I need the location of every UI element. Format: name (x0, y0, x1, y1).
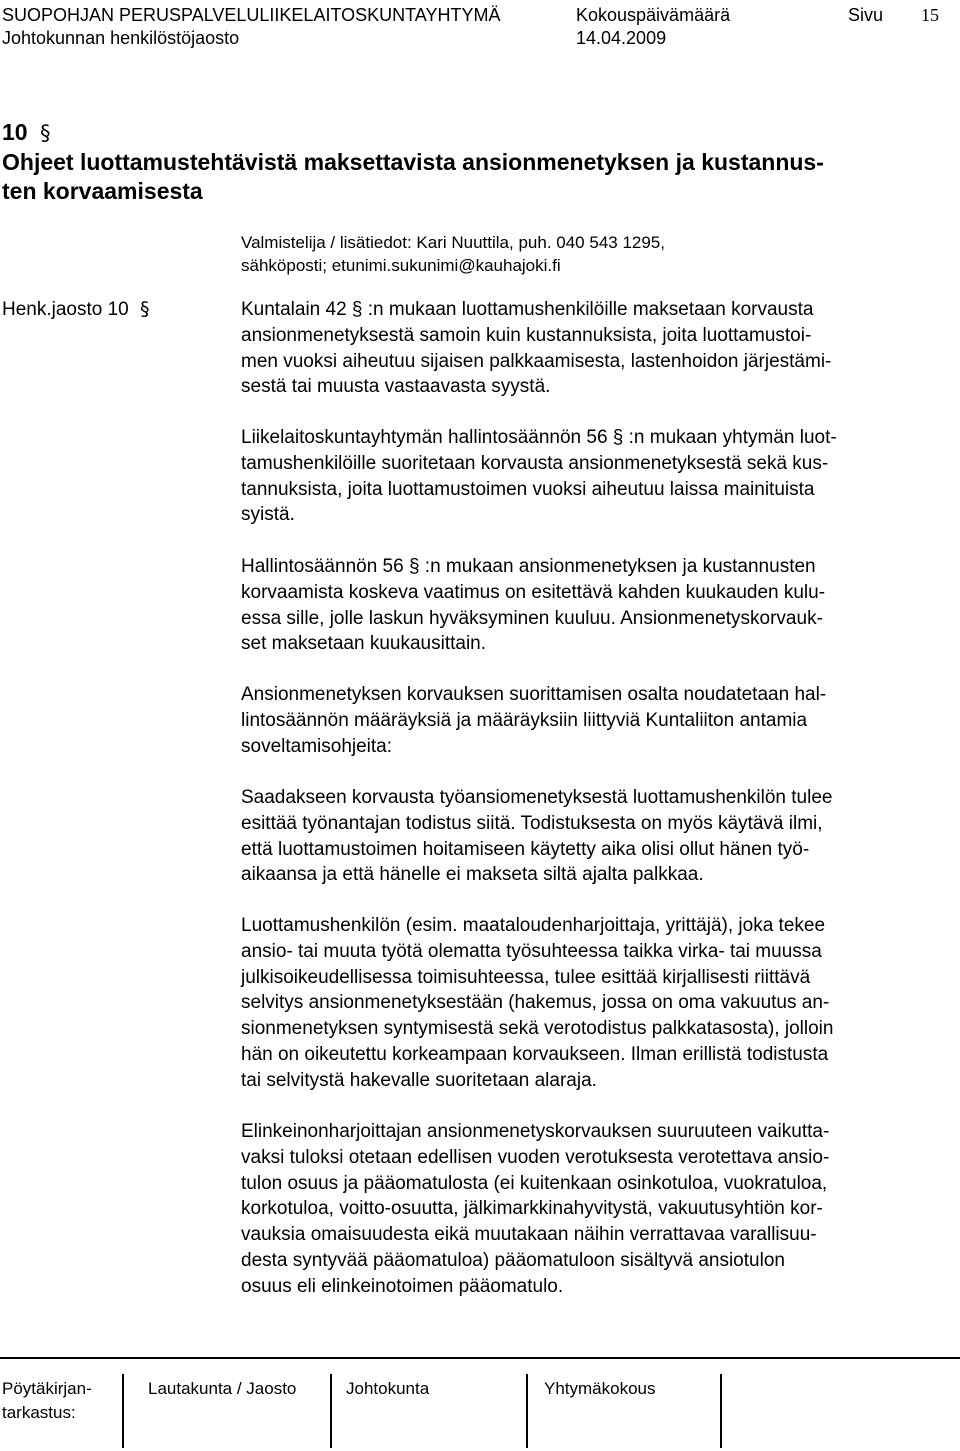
paragraph-line: essa sille, jolle laskun hyväksyminen kuuluu. Ansionmenetyskorvauk- (241, 607, 823, 629)
paragraph-6 (241, 913, 953, 1094)
paragraph-line: ansio- tai muuta työtä olematta työsuhteessa taikka virka- tai muussa (241, 940, 822, 962)
footer-review-label (2, 1377, 92, 1425)
paragraph-line: tamushenkilöille suoritetaan korvausta ansionmenetyksestä sekä kus- (241, 452, 829, 474)
paragraph-line: soveltamisohjeita: (241, 735, 393, 757)
paragraph-line: sionmenetyksen syntymisestä sekä verotodistus palkkatasosta), jolloin (241, 1018, 834, 1040)
paragraph-line: osuus eli elinkeinotoimen pääomatulo. (241, 1275, 564, 1297)
item-number: 10 (2, 119, 28, 145)
paragraph-line: vaksi tuloksi otetaan edellisen vuoden verotuksesta verotettava ansio- (241, 1146, 830, 1168)
paragraph-line: tai selvitystä hakevalle suoritetaan alaraja. (241, 1069, 597, 1091)
preparer-line: sähköposti; etunimi.sukunimi@kauhajoki.fi (241, 256, 561, 275)
header-date-label: Kokouspäivämäärä (576, 5, 731, 25)
reference-section-sign: § (140, 298, 150, 320)
paragraph-line: desta syntyvää pääomatuloa) pääomatuloon sisältyvä ansiotulon (241, 1249, 785, 1271)
paragraph-line: esittää työnantajan todistus siitä. Todistuksesta on myös käytävä ilmi, (241, 812, 823, 834)
footer-review-line: Pöytäkirjan- (2, 1379, 92, 1398)
footer-column-divider (122, 1374, 124, 1448)
paragraph-line: aikaansa ja että hänelle ei makseta siltä ajalta palkkaa. (241, 864, 704, 886)
paragraph-line: hän on oikeutettu korkeampaan korvaukseen. Ilman erillistä todistusta (241, 1043, 829, 1065)
paragraph-line: julkisoikeudellisessa toimisuhteessa, tulee esittää kirjallisesti riittävä (241, 966, 811, 988)
paragraph-line: ansionmenetyksestä samoin kuin kustannuksista, joita luottamustoi- (241, 324, 812, 346)
paragraph-line: syistä. (241, 504, 295, 526)
item-heading (2, 119, 50, 146)
item-title-line: ten korvaamisesta (2, 178, 203, 204)
paragraph-line: lintosäännön määräyksiä ja määräyksiin liittyviä Kuntaliiton antamia (241, 709, 808, 731)
paragraph-line: korvaamista koskeva vaatimus on esitettävä kahden kuukauden kulu- (241, 581, 826, 603)
reference-label (2, 298, 150, 321)
footer-column-divider (720, 1374, 722, 1448)
paragraph-line: vauksia omaisuudesta eikä muutakaan näihin verrattavaa varallisuu- (241, 1224, 817, 1246)
paragraph-line: Hallintosäännön 56 § :n mukaan ansionmenetyksen ja kustannusten (241, 556, 816, 577)
item-title (2, 148, 824, 206)
paragraph-line: Elinkeinonharjoittajan ansionmenetyskorvauksen suuruuteen vaikutta- (241, 1121, 830, 1142)
paragraph-line: set maksetaan kuukausittain. (241, 633, 487, 655)
paragraph-2 (241, 425, 953, 528)
paragraph-line: tannuksista, joita luottamustoimen vuoksi aiheutuu laissa mainituista (241, 478, 815, 500)
preparer-line: Valmistelija / lisätiedot: Kari Nuuttila, puh. 040 543 1295, (241, 233, 665, 252)
header-date-value: 14.04.2009 (576, 28, 667, 48)
paragraph-5 (241, 785, 953, 888)
paragraph-line: tulon osuus ja pääomatulosta (ei kuitenkaan osinkotuloa, vuokratuloa, (241, 1172, 828, 1194)
paragraph-line: sestä tai muusta vastaavasta syystä. (241, 376, 551, 398)
footer-divider (0, 1357, 960, 1359)
header-page-label: Sivu (848, 5, 884, 25)
paragraph-line: Saadakseen korvausta työansiomenetyksestä luottamushenkilön tulee (241, 787, 833, 808)
header-page-number: 15 (921, 5, 939, 25)
paragraph-4 (241, 682, 953, 759)
footer-review-line: tarkastus: (2, 1403, 76, 1422)
paragraph-7 (241, 1119, 953, 1300)
paragraph-line: men vuoksi aiheutuu sijaisen palkkaamisesta, lastenhoidon järjestämi- (241, 350, 832, 372)
item-title-line: Ohjeet luottamustehtävistä maksettavista ansionmenetyksen ja kustannus- (2, 149, 824, 175)
footer-column-divider (526, 1374, 528, 1448)
footer-board-label: Johtokunta (346, 1379, 430, 1398)
paragraph-1 (241, 297, 953, 400)
paragraph-line: Ansionmenetyksen korvauksen suorittamisen osalta noudatetaan hal- (241, 684, 827, 705)
header-organization: SUOPOHJAN PERUSPALVELULIIKELAITOSKUNTAYHTYMÄ (2, 5, 501, 25)
paragraph-line: että luottamustoimen hoitamiseen käytetty aika olisi ollut hänen työ- (241, 838, 810, 860)
paragraph-line: Luottamushenkilön (esim. maataloudenharjoittaja, yrittäjä), joka tekee (241, 915, 826, 936)
paragraph-line: korkotuloa, voitto-osuutta, jälkimarkkinahyvitystä, vakuutusyhtiön kor- (241, 1198, 823, 1220)
paragraph-line: Kuntalain 42 § :n mukaan luottamushenkilöille maksetaan korvausta (241, 299, 814, 320)
footer-committee-label: Lautakunta / Jaosto (148, 1379, 297, 1398)
paragraph-line: Liikelaitoskuntayhtymän hallintosäännön 56 § :n mukaan yhtymän luot- (241, 427, 837, 448)
footer-column-divider (330, 1374, 332, 1448)
paragraph-3 (241, 554, 953, 657)
section-sign: § (39, 121, 51, 145)
preparer-info (241, 231, 665, 277)
reference-text: Henk.jaosto 10 (2, 299, 129, 320)
header-board: Johtokunnan henkilöstöjaosto (2, 28, 240, 48)
paragraph-line: selvitys ansionmenetyksestään (hakemus, jossa on oma vakuutus an- (241, 992, 830, 1014)
footer-assembly-label: Yhtymäkokous (544, 1379, 656, 1398)
